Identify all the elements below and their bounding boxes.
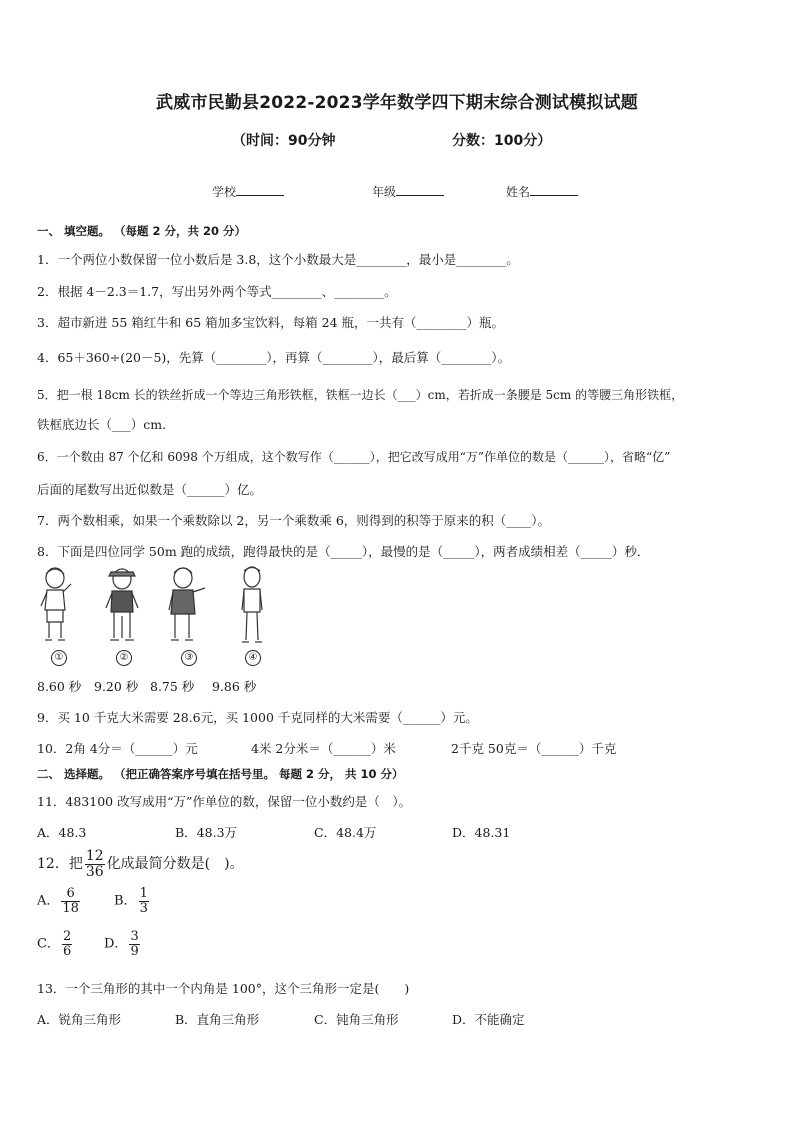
question-6-line2: 后面的尾数写出近似数是（______）亿。 (37, 482, 263, 497)
q12-option-b[interactable]: B． $\frac{1}{3}$ (114, 886, 148, 916)
q13-option-c[interactable]: C．钝角三角形 (314, 1012, 399, 1027)
question-5-line1: 5．把一根 18cm 长的铁丝折成一个等边三角形铁框，铁框一边长（___）cm，若折成一条腰是 5cm 的等腰三角形铁框， (37, 388, 684, 402)
runner-4-number: ④ (245, 650, 261, 666)
school-label: 学校 (212, 185, 237, 199)
runner-1-time: 8.60 秒 (37, 679, 82, 694)
q11-option-a[interactable]: A．48.3 (37, 825, 87, 840)
section1-heading: 一、 填空题。 （每题 2 分，共 20 分） (37, 224, 247, 238)
runner-4-image (230, 564, 274, 646)
question-6-line1: 6．一个数由 87 个亿和 6098 个万组成，这个数写作（______），把它改写成用“万”作单位的数是（______），省略“亿” (37, 450, 671, 464)
q11-option-c[interactable]: C．48.4万 (314, 825, 377, 840)
section2-heading: 二、 选择题。 （把正确答案序号填在括号里。 每题 2 分， 共 10 分） (37, 767, 404, 781)
q12-prefix: 12．把 (37, 856, 83, 873)
question-2: 2．根据 4－2.3＝1.7，写出另外两个等式________、________。 (37, 284, 397, 299)
q12-option-d[interactable]: D． $\frac{3}{9}$ (104, 929, 139, 959)
question-4: 4．65＋360÷(20－5)，先算（________），再算（________），最后算（________）。 (37, 350, 511, 365)
page-title: 武威市民勤县2022-2023学年数学四下期末综合测试模拟试题 (156, 93, 638, 113)
question-10-part2: 4米 2分米＝（______）米 (251, 741, 396, 756)
q13-option-d[interactable]: D．不能确定 (452, 1012, 525, 1027)
question-3: 3．超市新进 55 箱红牛和 65 箱加多宝饮料，每箱 24 瓶，一共有（________）瓶。 (37, 315, 505, 330)
school-field[interactable] (212, 183, 284, 200)
name-field[interactable] (506, 183, 578, 200)
question-1: 1．一个两位小数保留一位小数后是 3.8，这个小数最大是________，最小是________。 (37, 252, 519, 267)
runner-2-time: 9.20 秒 (94, 679, 139, 694)
question-10-part3: 2千克 50克＝（______）千克 (451, 741, 617, 756)
grade-field[interactable] (372, 183, 444, 200)
question-10-part1: 10．2角 4分＝（______）元 (37, 741, 198, 756)
exam-time: （时间：90分钟 (232, 133, 336, 149)
name-blank[interactable] (530, 184, 578, 196)
exam-score: 分数：100分） (452, 133, 552, 149)
runner-2-number: ② (116, 650, 132, 666)
question-7: 7．两个数相乘，如果一个乘数除以 2，另一个乘数乘 6，则得到的积等于原来的积（____）。 (37, 513, 551, 528)
question-9: 9．买 10 千克大米需要 28.6元，买 1000 千克同样的大米需要（______）元。 (37, 710, 478, 725)
runner-2-image (100, 564, 144, 646)
question-5-line2: 铁框底边长（___）cm. (37, 417, 167, 432)
q11-option-d[interactable]: D．48.31 (452, 825, 511, 840)
grade-label: 年级 (372, 185, 397, 199)
question-12 (37, 849, 244, 879)
school-blank[interactable] (236, 184, 284, 196)
q11-option-b[interactable]: B．48.3万 (175, 825, 238, 840)
q12-fraction: $\frac{12}{36}$ (85, 848, 104, 880)
runner-1-image (35, 564, 79, 646)
q13-option-b[interactable]: B．直角三角形 (175, 1012, 260, 1027)
name-label: 姓名 (506, 185, 531, 199)
runner-3-number: ③ (181, 650, 197, 666)
runner-3-time: 8.75 秒 (150, 679, 195, 694)
q12-option-c[interactable]: C． $\frac{2}{6}$ (37, 929, 72, 959)
question-13: 13．一个三角形的其中一个内角是 100°，这个三角形一定是( ) (37, 981, 410, 996)
question-8: 8．下面是四位同学 50m 跑的成绩，跑得最快的是（_____），最慢的是（_____），两者成绩相差（_____）秒． (37, 544, 650, 559)
q12-suffix: 化成最简分数是( )。 (106, 856, 244, 873)
question-11: 11．483100 改写成用“万”作单位的数，保留一位小数约是（ ）。 (37, 794, 412, 809)
runner-3-image (165, 564, 209, 646)
runner-4-time: 9.86 秒 (212, 679, 257, 694)
runner-1-number: ① (51, 650, 67, 666)
q13-option-a[interactable]: A．锐角三角形 (37, 1012, 122, 1027)
q12-option-a[interactable]: A． $\frac{6}{18}$ (37, 886, 79, 916)
grade-blank[interactable] (396, 184, 444, 196)
